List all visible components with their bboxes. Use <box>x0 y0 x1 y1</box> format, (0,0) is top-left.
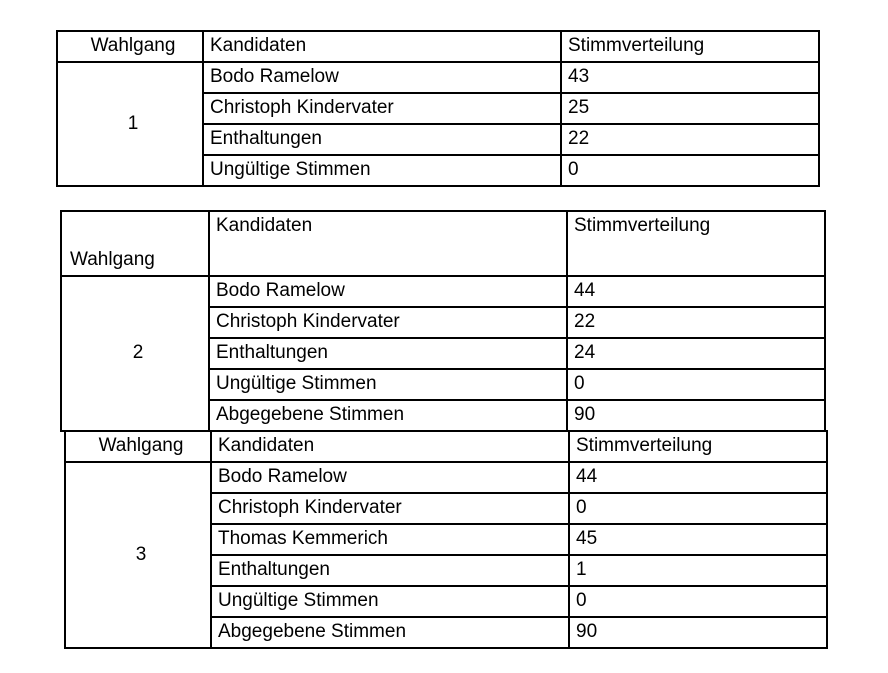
table-header-row <box>61 211 825 276</box>
header-candidates: Kandidaten <box>209 211 567 276</box>
header-votes: Stimmverteilung <box>567 211 825 276</box>
candidate-name: Christoph Kindervater <box>211 493 569 524</box>
candidate-name: Bodo Ramelow <box>209 276 567 307</box>
candidate-name: Bodo Ramelow <box>211 462 569 493</box>
table-row <box>57 62 819 93</box>
candidate-votes: 44 <box>569 462 827 493</box>
round-number: 2 <box>61 276 209 431</box>
candidate-votes: 0 <box>569 586 827 617</box>
candidate-votes: 45 <box>569 524 827 555</box>
candidate-votes: 1 <box>569 555 827 586</box>
header-votes: Stimmverteilung <box>569 431 827 462</box>
candidate-name: Abgegebene Stimmen <box>211 617 569 648</box>
candidate-name: Enthaltungen <box>209 338 567 369</box>
candidate-votes: 44 <box>567 276 825 307</box>
candidate-votes: 25 <box>561 93 819 124</box>
vote-table-round-2 <box>60 210 826 432</box>
vote-table-round-1 <box>56 30 820 187</box>
candidate-votes: 24 <box>567 338 825 369</box>
candidate-votes: 22 <box>561 124 819 155</box>
table-header-row <box>57 31 819 62</box>
candidate-name: Ungültige Stimmen <box>203 155 561 186</box>
candidate-votes: 0 <box>561 155 819 186</box>
table-row <box>61 276 825 307</box>
header-round: Wahlgang <box>57 31 203 62</box>
candidate-name: Christoph Kindervater <box>209 307 567 338</box>
round-number: 3 <box>65 462 211 648</box>
vote-table-round-3 <box>64 430 828 649</box>
candidate-votes: 90 <box>567 400 825 431</box>
candidate-name: Enthaltungen <box>211 555 569 586</box>
table-row <box>65 462 827 493</box>
candidate-name: Thomas Kemmerich <box>211 524 569 555</box>
candidate-votes: 22 <box>567 307 825 338</box>
header-round: Wahlgang <box>65 431 211 462</box>
candidate-votes: 90 <box>569 617 827 648</box>
table-header-row <box>65 431 827 462</box>
candidate-name: Abgegebene Stimmen <box>209 400 567 431</box>
candidate-name: Ungültige Stimmen <box>211 586 569 617</box>
candidate-name: Christoph Kindervater <box>203 93 561 124</box>
candidate-votes: 0 <box>567 369 825 400</box>
header-candidates: Kandidaten <box>203 31 561 62</box>
candidate-name: Enthaltungen <box>203 124 561 155</box>
candidate-name: Bodo Ramelow <box>203 62 561 93</box>
candidate-votes: 43 <box>561 62 819 93</box>
header-candidates: Kandidaten <box>211 431 569 462</box>
candidate-votes: 0 <box>569 493 827 524</box>
header-round: Wahlgang <box>61 211 209 276</box>
candidate-name: Ungültige Stimmen <box>209 369 567 400</box>
header-votes: Stimmverteilung <box>561 31 819 62</box>
round-number: 1 <box>57 62 203 186</box>
